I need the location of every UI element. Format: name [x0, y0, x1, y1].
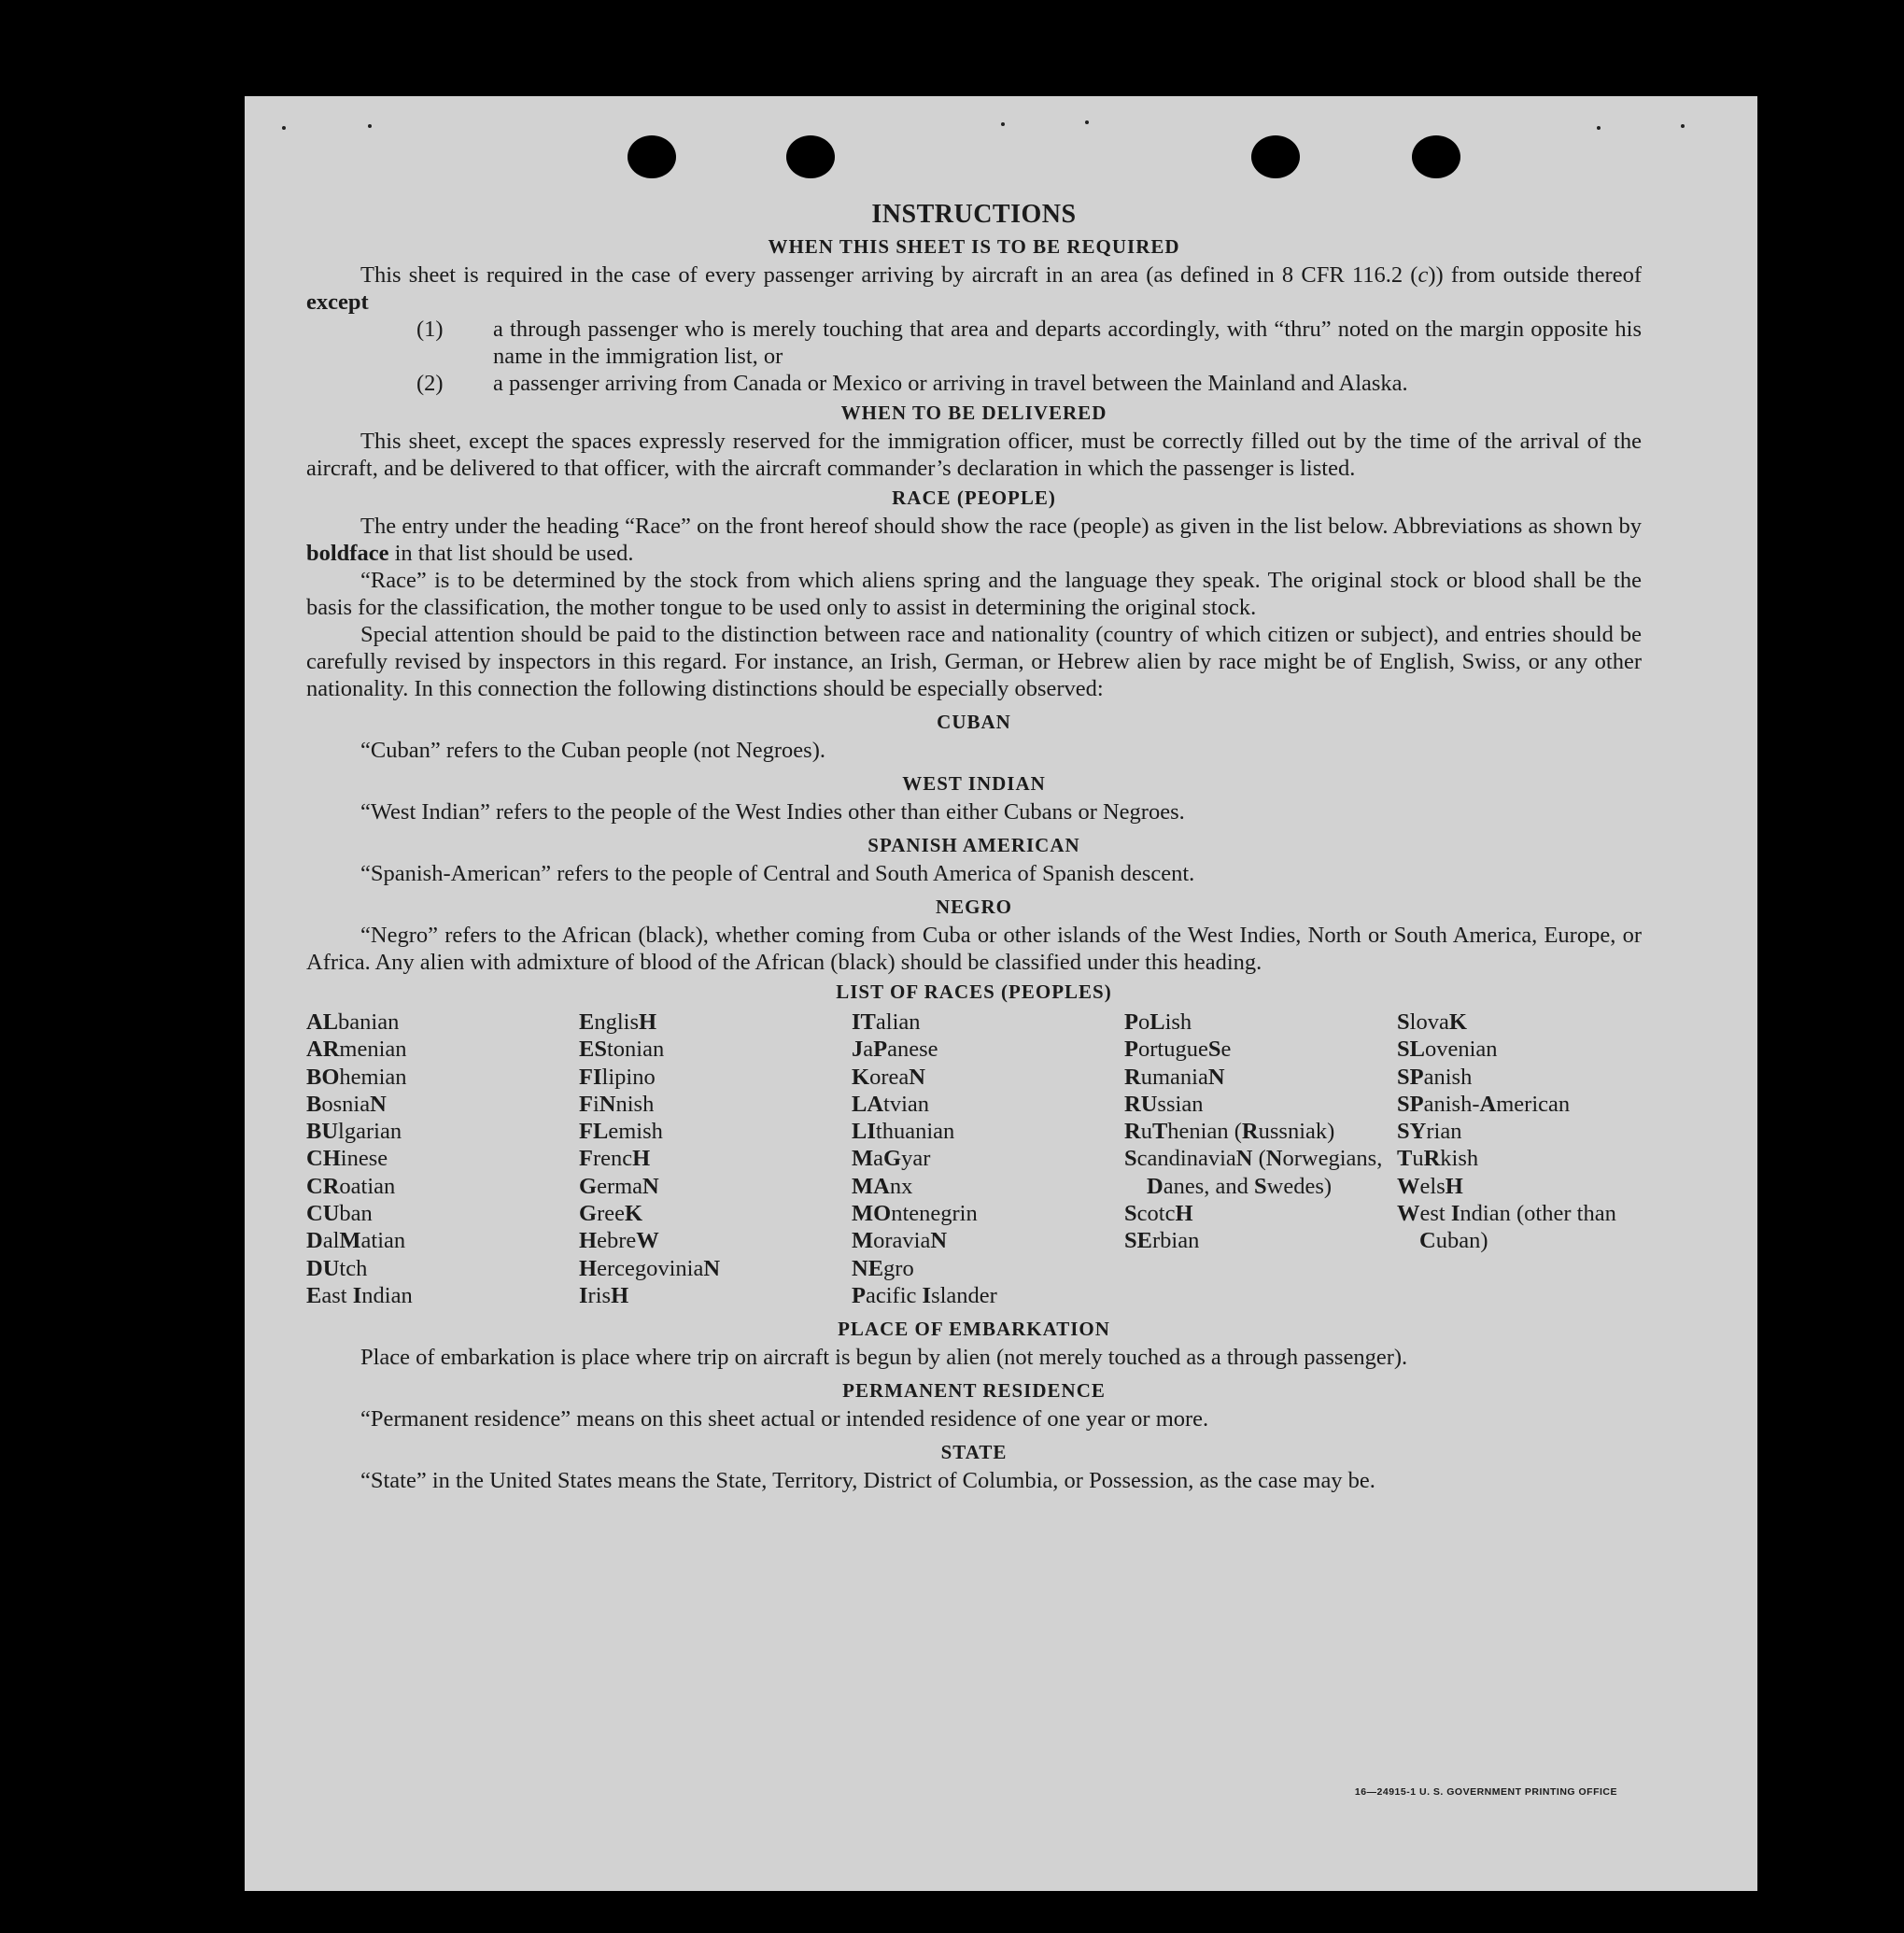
residence-text: “Permanent residence” means on this sheet actual or intended residence of one year or more. [360, 1406, 1209, 1432]
speck [1001, 122, 1005, 126]
race-entry: ARmenian [306, 1037, 407, 1063]
race-column [852, 1009, 1124, 1309]
required-intro-text-2: )) from outside thereof [1428, 262, 1642, 288]
race-entry: RumaniaN [1124, 1064, 1225, 1090]
punch-hole [786, 135, 835, 178]
race-entry: BUlgarian [306, 1119, 402, 1145]
required-intro-italic: c [1417, 262, 1429, 288]
race-entry: SPanish-American [1397, 1091, 1571, 1117]
race-entry: PortugueSe [1124, 1037, 1232, 1063]
race-entry: SErbian [1124, 1228, 1200, 1254]
race-entry: MAnx [852, 1173, 913, 1199]
section-heading-race: RACE (PEOPLE) [892, 487, 1056, 509]
race-entry: MaGyar [852, 1146, 931, 1172]
race-entry: FiNnish [579, 1091, 655, 1117]
west-indian-text: “West Indian” refers to the people of the West Indies other than either Cubans or Negroes. [360, 799, 1185, 825]
race-entry: GermaN [579, 1173, 659, 1199]
item-text: a passenger arriving from Canada or Mexico or arriving in travel between the Mainland and Alaska. [493, 371, 1408, 396]
race-paragraph-1 [306, 513, 1642, 567]
race-entry: SPanish [1397, 1064, 1473, 1090]
race-entry: NEgro [852, 1255, 914, 1281]
race-p1-text-2: in that list should be used. [388, 541, 634, 566]
race-entry: LIthuanian [852, 1119, 955, 1145]
race-entry: JaPanese [852, 1037, 938, 1063]
race-entry: SYrian [1397, 1119, 1462, 1145]
speck [1597, 126, 1601, 130]
race-entry: KoreaN [852, 1064, 925, 1090]
required-intro-text: This sheet is required in the case of every passenger arriving by aircraft in an area (as defined in 8 CFR 116.2 ( [360, 262, 1418, 288]
race-entry: FLemish [579, 1119, 663, 1145]
required-item-1 [306, 316, 1642, 370]
negro-text: “Negro” refers to the African (black), whether coming from Cuba or other islands of the West Indies, North or South America, Europe, or Africa. Any alien with admixture of blood of the African (black) should be classified under this heading. [306, 923, 1642, 975]
section-heading-negro: NEGRO [935, 896, 1012, 918]
item-number: (1) [416, 317, 444, 342]
race-paragraph-3: Special attention should be paid to the distinction between race and nationality (country of which citizen or subject), and entries should be carefully revised by inspectors in this regard. For instance, an Irish, German, or Hebrew alien by race might be of English, Swiss, or any other nationality. In this connection the following distinctions should be especially observed: [306, 622, 1642, 701]
section-heading-residence: PERMANENT RESIDENCE [842, 1379, 1106, 1403]
race-entry: FrencH [579, 1146, 651, 1172]
race-entry: DUtch [306, 1255, 368, 1281]
race-entry: West Indian (other than Cuban) [1397, 1201, 1616, 1254]
race-entry: MoraviaN [852, 1228, 948, 1254]
race-entry: IrisH [579, 1282, 629, 1308]
race-list [306, 1009, 1642, 1309]
required-intro-except: except [306, 289, 369, 315]
spanish-american-text: “Spanish-American” refers to the people of Central and South America of Spanish descent. [360, 861, 1195, 886]
section-heading-cuban: CUBAN [937, 711, 1011, 733]
speck [282, 126, 286, 130]
embarkation-text: Place of embarkation is place where trip on aircraft is begun by alien (not merely touched as a through passenger). [360, 1345, 1408, 1371]
race-entry: ITalian [852, 1009, 921, 1035]
race-entry: SLovenian [1397, 1037, 1498, 1063]
section-heading-required: WHEN THIS SHEET IS TO BE REQUIRED [768, 235, 1180, 258]
race-entry: Pacific Islander [852, 1282, 997, 1308]
section-heading-state: STATE [940, 1441, 1008, 1464]
race-entry: TuRkish [1397, 1146, 1479, 1172]
race-entry: CUban [306, 1201, 373, 1227]
race-entry: RuThenian (Russniak) [1124, 1119, 1335, 1145]
race-entry: RUssian [1124, 1091, 1204, 1117]
speck [1681, 124, 1685, 128]
required-intro [306, 261, 1642, 316]
race-p1-text: The entry under the heading “Race” on the front hereof should show the race (people) as given in the list below. Abbreviations as shown by [360, 514, 1642, 539]
race-entry: HercegoviniaN [579, 1255, 721, 1281]
punch-hole [1412, 135, 1460, 178]
race-entry: LAtvian [852, 1091, 930, 1117]
race-entry: PoLish [1124, 1009, 1192, 1035]
race-entry: BosniaN [306, 1091, 387, 1117]
race-entry: ScotcH [1124, 1201, 1193, 1227]
race-entry: EStonian [579, 1037, 665, 1063]
speck [368, 124, 372, 128]
race-entry: FIlipino [579, 1064, 656, 1090]
race-entry: HebreW [579, 1228, 659, 1254]
race-entry: CHinese [306, 1146, 388, 1172]
race-p1-bold: boldface [306, 541, 389, 566]
section-heading-west-indian: WEST INDIAN [902, 772, 1046, 795]
speck [1085, 120, 1089, 124]
section-heading-list: LIST OF RACES (PEOPLES) [836, 981, 1112, 1003]
cuban-text: “Cuban” refers to the Cuban people (not Negroes). [360, 738, 825, 763]
required-item-2 [306, 370, 1642, 397]
race-paragraph-2: “Race” is to be determined by the stock from which aliens spring and the language they speak. The original stock or blood shall be the basis for the classification, the mother tongue to be used only to assist in determining the original stock. [306, 568, 1642, 620]
instructions-content [306, 199, 1642, 1494]
section-heading-delivered: WHEN TO BE DELIVERED [840, 402, 1107, 424]
race-entry: CRoatian [306, 1173, 396, 1199]
page-title: INSTRUCTIONS [871, 200, 1077, 229]
delivered-text: This sheet, except the spaces expressly reserved for the immigration officer, must be correctly filled out by the time of the arrival of the aircraft, and be delivered to that officer, with the aircraft commander’s declaration in which the passenger is listed. [306, 429, 1642, 481]
item-number: (2) [416, 371, 444, 396]
race-entry: DalMatian [306, 1228, 406, 1254]
race-column [1124, 1009, 1397, 1309]
race-entry: WelsH [1397, 1173, 1463, 1199]
section-heading-spanish-american: SPANISH AMERICAN [867, 834, 1080, 856]
race-entry: GreeK [579, 1201, 643, 1227]
race-column [306, 1009, 579, 1309]
race-entry: East Indian [306, 1282, 413, 1308]
section-heading-embarkation: PLACE OF EMBARKATION [838, 1318, 1110, 1341]
document-page [245, 96, 1757, 1891]
race-entry: EnglisH [579, 1009, 657, 1035]
race-entry: ScandinaviaN (Norwegians, Danes, and Swedes) [1124, 1146, 1383, 1199]
race-column [579, 1009, 852, 1309]
race-entry: SlovaK [1397, 1009, 1467, 1035]
item-text: a through passenger who is merely touching that area and departs accordingly, with “thru” noted on the margin opposite his name in the immigration list, or [493, 317, 1642, 369]
race-entry: ALbanian [306, 1009, 400, 1035]
state-text: “State” in the United States means the State, Territory, District of Columbia, or Possession, as the case may be. [360, 1468, 1375, 1494]
printer-imprint: 16—24915-1 U. S. GOVERNMENT PRINTING OFFICE [1354, 1786, 1617, 1798]
race-entry: BOhemian [306, 1064, 407, 1090]
punch-hole [1251, 135, 1300, 178]
punch-hole [628, 135, 676, 178]
race-column [1397, 1009, 1642, 1309]
race-entry: MOntenegrin [852, 1201, 978, 1227]
